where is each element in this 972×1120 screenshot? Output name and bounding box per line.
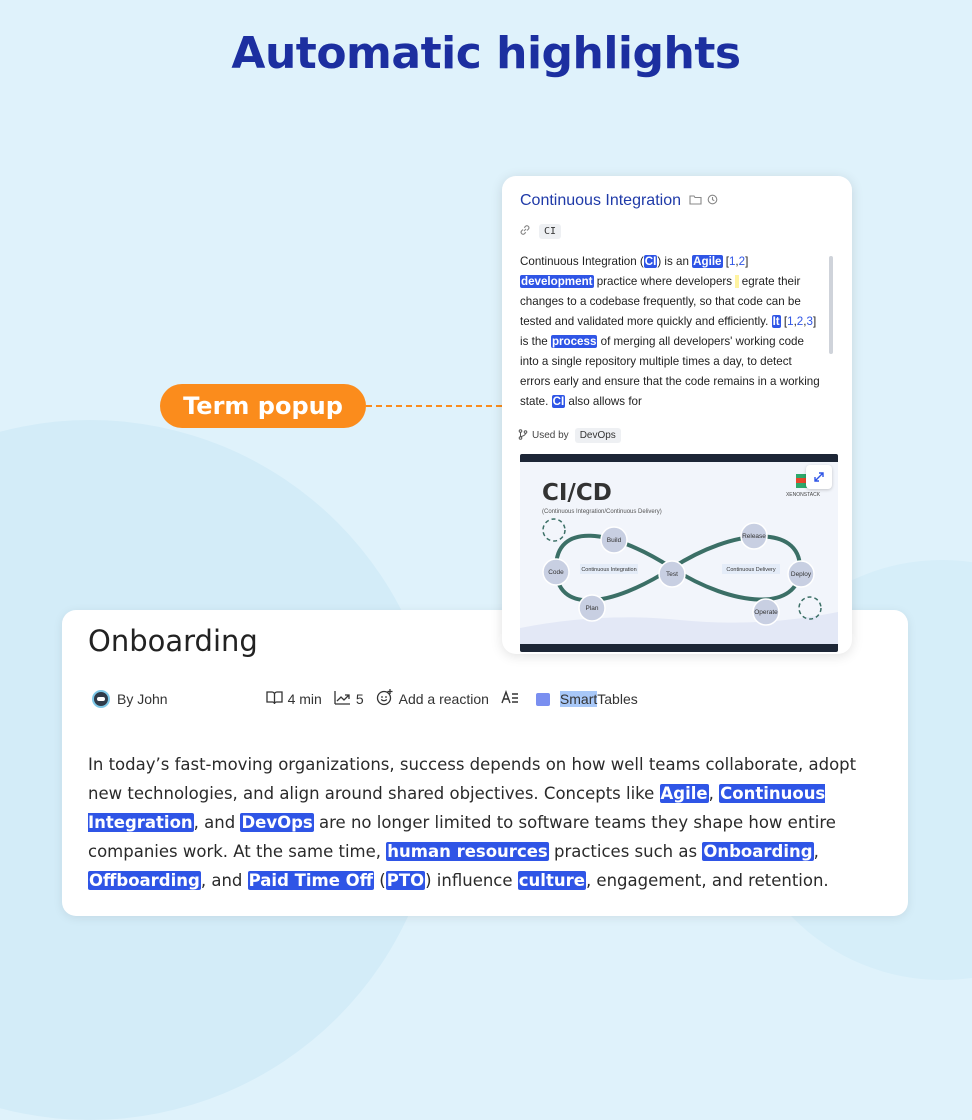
- diagram-node-operate: [753, 599, 779, 625]
- link-icon: [519, 224, 531, 239]
- views: 5: [334, 690, 364, 709]
- diagram-title: CI/CD: [542, 480, 612, 506]
- smart-tables-icon: [536, 693, 550, 706]
- popup-definition: Continuous Integration (CI) is an Agile [1,2] development practice where developers egrate their changes to a codebase frequently, so that code can be tested and validated more quickly and efficiently. It [1,2,3] is the process of merging all developers' working code into a single repository multiple times a day, to detect errors early and ensure that the code remains in a working state. CI also allows for: [520, 255, 820, 408]
- reference-link[interactable]: 2: [796, 315, 804, 328]
- reference-link[interactable]: 2: [738, 255, 746, 268]
- diagram-node-code: [543, 559, 569, 585]
- text-format-button[interactable]: [501, 690, 524, 708]
- folder-icon[interactable]: [689, 194, 702, 208]
- term-highlight[interactable]: CI: [552, 395, 565, 408]
- text-format-icon: [501, 690, 519, 708]
- branch-icon: [518, 429, 528, 443]
- avatar: [92, 690, 110, 708]
- svg-text:Build: Build: [606, 537, 622, 544]
- read-time: 4 min: [266, 690, 322, 709]
- alias-tag: CI: [539, 224, 561, 239]
- used-by-row: Used by DevOps: [518, 428, 621, 443]
- term-highlight[interactable]: Agile: [693, 255, 722, 268]
- expand-icon: [813, 471, 825, 483]
- diagram-node-test: [659, 561, 685, 587]
- term-highlight[interactable]: It: [772, 315, 780, 328]
- diagram-brand: XENONSTACK: [785, 492, 821, 498]
- cicd-diagram: [520, 462, 838, 644]
- term-highlight[interactable]: Onboarding: [703, 842, 813, 861]
- article-body: In today’s fast-moving organizations, success depends on how well teams collaborate, adopt new technologies, and align around shared objectives. Concepts like Agile, Continuous Integration, and DevOps are no longer limited to software teams they shape how entire companies work. At the same time, human resources practices such as Onboarding, Offboarding, and Paid Time Off (PTO) influence culture, engagement, and retention.: [88, 755, 857, 890]
- add-reaction-button[interactable]: Add a reaction: [376, 688, 489, 710]
- article-title: Onboarding: [88, 624, 258, 658]
- article-card: [62, 610, 908, 916]
- term-highlight[interactable]: Paid Time Off: [248, 871, 374, 890]
- term-highlight[interactable]: process: [551, 335, 597, 348]
- diagram-node-plan: [579, 595, 605, 621]
- expand-image-button[interactable]: [806, 465, 832, 489]
- term-highlight[interactable]: Continuous Integration: [88, 784, 826, 832]
- cicd-diagram-image: [520, 454, 838, 652]
- svg-text:Deploy: Deploy: [790, 571, 812, 578]
- diagram-node-release: [741, 523, 767, 549]
- author[interactable]: [92, 690, 168, 708]
- term-highlight[interactable]: Agile: [660, 784, 708, 803]
- term-popup: [502, 176, 852, 654]
- term-highlight[interactable]: PTO: [386, 871, 425, 890]
- page-title: Automatic highlights: [231, 28, 741, 79]
- author-name: By John: [117, 691, 168, 707]
- popup-title[interactable]: Continuous Integration: [520, 192, 681, 209]
- trending-icon: [334, 690, 351, 709]
- add-emoji-icon: [376, 688, 394, 710]
- history-icon[interactable]: [707, 194, 718, 208]
- diagram-node-deploy: [788, 561, 814, 587]
- reference-link[interactable]: 1: [787, 315, 794, 328]
- term-highlight[interactable]: human resources: [387, 842, 548, 861]
- term-highlight[interactable]: DevOps: [241, 813, 313, 832]
- used-by-tag[interactable]: DevOps: [575, 428, 621, 443]
- term-highlight[interactable]: development: [521, 275, 593, 288]
- book-icon: [266, 690, 283, 709]
- reference-link[interactable]: 3: [806, 315, 813, 328]
- diagram-subtitle: (Continuous Integration/Continuous Delivery): [542, 509, 662, 515]
- article-meta: [92, 688, 892, 710]
- term-highlight[interactable]: culture: [518, 871, 585, 890]
- svg-text:Release: Release: [742, 533, 766, 540]
- svg-text:Operate: Operate: [754, 609, 778, 616]
- term-highlight[interactable]: Offboarding: [89, 871, 200, 890]
- term-popup-callout: Term popup: [160, 384, 366, 428]
- diagram-node-build: [601, 527, 627, 553]
- svg-text:Plan: Plan: [585, 605, 599, 612]
- smart-tables-button[interactable]: Smart Tables: [536, 691, 638, 707]
- term-highlight[interactable]: CI: [644, 255, 657, 268]
- popup-header: [520, 192, 718, 210]
- diagram-left-label: Continuous Integration: [581, 567, 637, 573]
- svg-text:Code: Code: [548, 569, 564, 576]
- diagram-right-label: Continuous Delivery: [726, 567, 776, 573]
- svg-text:Test: Test: [666, 571, 678, 578]
- alias-row: [519, 224, 561, 239]
- reference-link[interactable]: 1: [728, 255, 736, 268]
- popup-scrollbar[interactable]: [829, 256, 833, 354]
- callout-connector: [366, 405, 502, 407]
